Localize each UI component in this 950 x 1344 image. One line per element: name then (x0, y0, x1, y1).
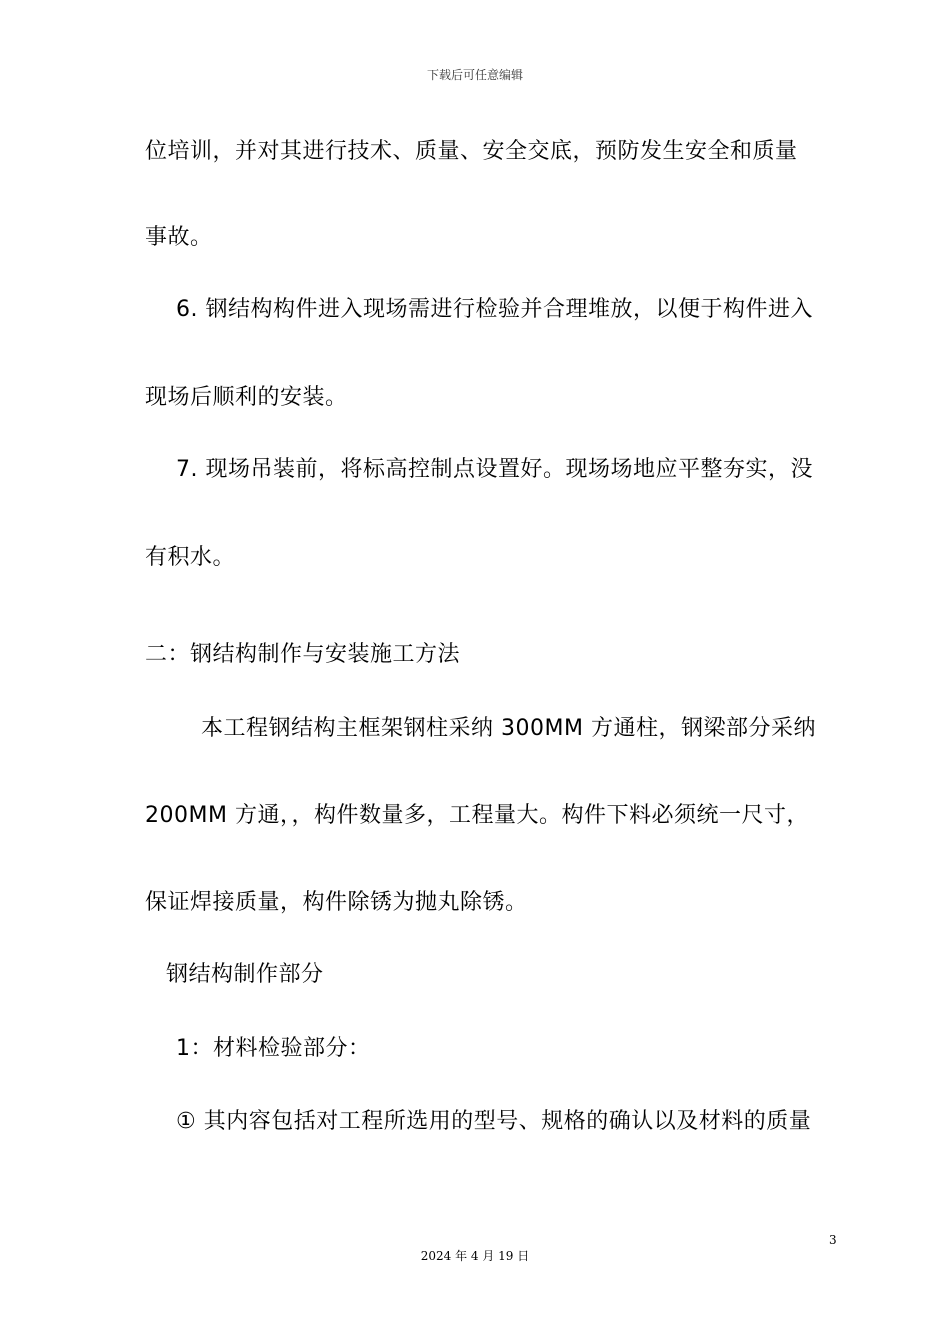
body-line-1: 位培训，并对其进行技术、质量、安全交底，预防发生安全和质量 (145, 139, 798, 164)
footer-date: 2024 年 4 月 19 日 (420, 1249, 530, 1263)
body-line-4: 现场后顺利的安装。 (145, 385, 348, 410)
body-line-2: 事故。 (145, 225, 213, 250)
subsection-heading: 钢结构制作部分 (166, 962, 324, 987)
body-line-8: 本工程钢结构主框架钢柱采纳 300MM 方通柱，钢梁部分采纳 (201, 716, 816, 741)
body-line-5: 7. 现场吊装前，将标高控制点设置好。现场场地应平整夯实，没 (176, 457, 813, 482)
body-line-13: ① 其内容包括对工程所选用的型号、规格的确认以及材料的质量 (176, 1109, 812, 1134)
subsection-item: 1：材料检验部分： (176, 1036, 371, 1061)
body-line-6: 有积水。 (145, 545, 236, 570)
body-line-9: 200MM 方通，，构件数量多，工程量大。构件下料必须统一尺寸， (145, 803, 809, 828)
body-line-10: 保证焊接质量，构件除锈为抛丸除锈。 (145, 890, 528, 915)
page-header: 下载后可任意编辑 (426, 68, 523, 82)
body-line-3: 6. 钢结构构件进入现场需进行检验并合理堆放，以便于构件进入 (176, 297, 813, 322)
section-heading: 二：钢结构制作与安装施工方法 (145, 642, 461, 667)
page-number: 3 (829, 1233, 837, 1247)
